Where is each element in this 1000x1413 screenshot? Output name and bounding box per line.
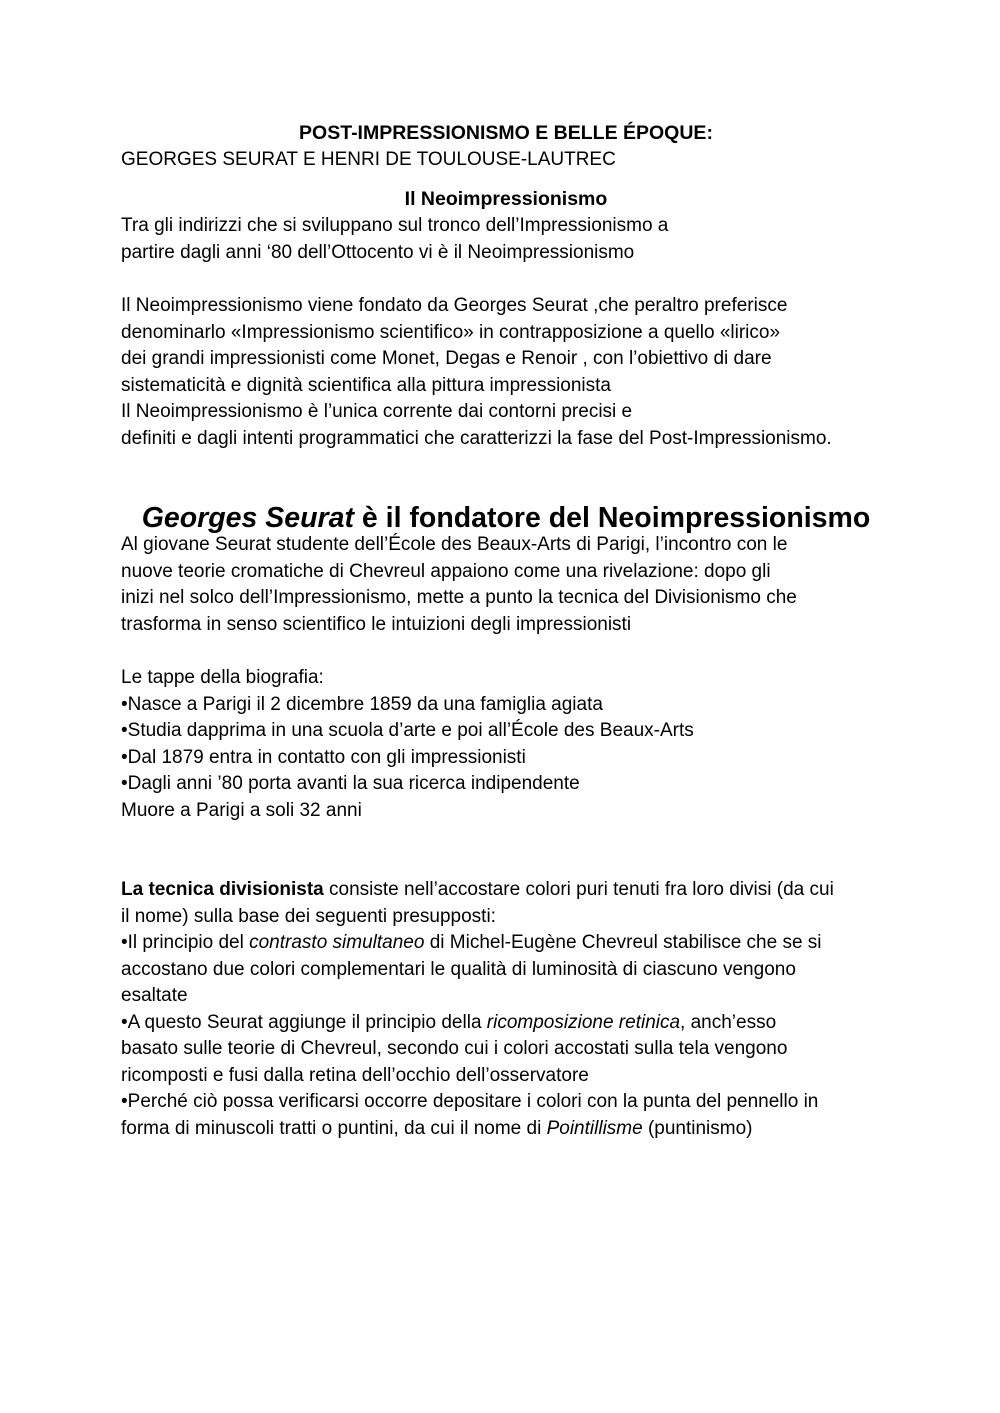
biography-item: •Dal 1879 entra in contatto con gli impressionisti bbox=[121, 746, 526, 768]
text-line: partire dagli anni ‘80 dell’Ottocento vi è il Neoimpressionismo bbox=[121, 241, 635, 263]
text-line: Il Neoimpressionismo viene fondato da Georges Seurat ,che peraltro preferisce bbox=[121, 295, 788, 316]
text-span: •A questo Seurat aggiunge il principio della bbox=[121, 1011, 487, 1033]
text-span: forma di minuscoli tratti o puntini, da cui il nome di bbox=[121, 1117, 547, 1139]
text-line: basato sulle teorie di Chevreul, secondo cui i colori accostati sulla tela vengono bbox=[121, 1038, 788, 1059]
text-line: trasforma in senso scientifico le intuizioni degli impressionisti bbox=[121, 613, 632, 635]
text-line: Tra gli indirizzi che si sviluppano sul tronco dell’Impressionismo a bbox=[121, 215, 669, 236]
italic-term: contrasto simultaneo bbox=[249, 932, 425, 953]
tecnica-point-3: •Perché ciò possa verificarsi occorre depositare i colori con la punta del pennello in bbox=[121, 1091, 819, 1112]
heading-rest: è il fondatore del Neoimpressionismo bbox=[353, 502, 871, 534]
text-line: accostano due colori complementari le qualità di luminosità di ciascuno vengono bbox=[121, 958, 796, 980]
text-line: inizi nel solco dell’Impressionismo, mette a punto la tecnica del Divisionismo che bbox=[121, 587, 797, 608]
section-gap bbox=[121, 824, 891, 877]
italic-term: ricomposizione retinica bbox=[486, 1011, 681, 1033]
tecnica-lead-rest: consiste nell’accostare colori puri tenuti fra loro divisi (da cui bbox=[323, 879, 834, 900]
tecnica-lead-bold: La tecnica divisionista bbox=[121, 879, 324, 900]
tecnica-lead-line bbox=[121, 877, 891, 904]
text-span: , anch’esso bbox=[680, 1011, 777, 1033]
document-title: POST-IMPRESSIONISMO E BELLE ÉPOQUE: bbox=[299, 122, 713, 144]
document-page bbox=[121, 120, 891, 1142]
biography-item: •Studia dapprima in una scuola d’arte e poi all’École des Beaux-Arts bbox=[121, 720, 694, 741]
text-line bbox=[121, 1116, 891, 1143]
document-subtitle: GEORGES SEURAT E HENRI DE TOULOUSE-LAUTREC bbox=[121, 149, 616, 170]
paragraph-gap bbox=[121, 638, 891, 665]
text-span: •Il principio del bbox=[121, 932, 250, 953]
text-line: denominarlo «Impressionismo scientifico» in contrapposizione a quello «lirico» bbox=[121, 321, 781, 343]
italic-term: Pointillisme bbox=[546, 1117, 643, 1139]
text-line: Al giovane Seurat studente dell’École des Beaux-Arts di Parigi, l’incontro con le bbox=[121, 534, 788, 555]
section-heading-seurat bbox=[121, 502, 891, 534]
text-line: nuove teorie cromatiche di Chevreul appaiono come una rivelazione: dopo gli bbox=[121, 560, 771, 582]
biography-end: Muore a Parigi a soli 32 anni bbox=[121, 799, 362, 821]
text-span: di Michel-Eugène Chevreul stabilisce che se si bbox=[424, 932, 822, 953]
text-line: sistematicità e dignità scientifica alla pittura impressionista bbox=[121, 374, 611, 396]
heading-italic-name: Georges Seurat bbox=[141, 502, 354, 534]
text-line: Il Neoimpressionismo è l’unica corrente dai contorni precisi e bbox=[121, 401, 633, 422]
biography-item: •Dagli anni ’80 porta avanti la sua ricerca indipendente bbox=[121, 773, 580, 794]
text-line: definiti e dagli intenti programmatici che caratterizzi la fase del Post-Impressionismo. bbox=[121, 427, 832, 449]
paragraph-gap bbox=[121, 266, 891, 293]
text-line: esaltate bbox=[121, 985, 188, 1006]
text-span: (puntinismo) bbox=[642, 1117, 753, 1139]
biography-title: Le tappe della biografia: bbox=[121, 667, 324, 688]
text-line: dei grandi impressionisti come Monet, Degas e Renoir , con l’obiettivo di dare bbox=[121, 348, 772, 369]
section-heading-neoimpressionismo: Il Neoimpressionismo bbox=[404, 188, 608, 210]
tecnica-point-1 bbox=[121, 930, 891, 957]
tecnica-point-2 bbox=[121, 1010, 891, 1037]
text-line: ricomposti e fusi dalla retina dell’occhio dell’osservatore bbox=[121, 1064, 589, 1086]
text-line: il nome) sulla base dei seguenti presupposti: bbox=[121, 905, 496, 927]
biography-item: •Nasce a Parigi il 2 dicembre 1859 da una famiglia agiata bbox=[121, 693, 603, 715]
